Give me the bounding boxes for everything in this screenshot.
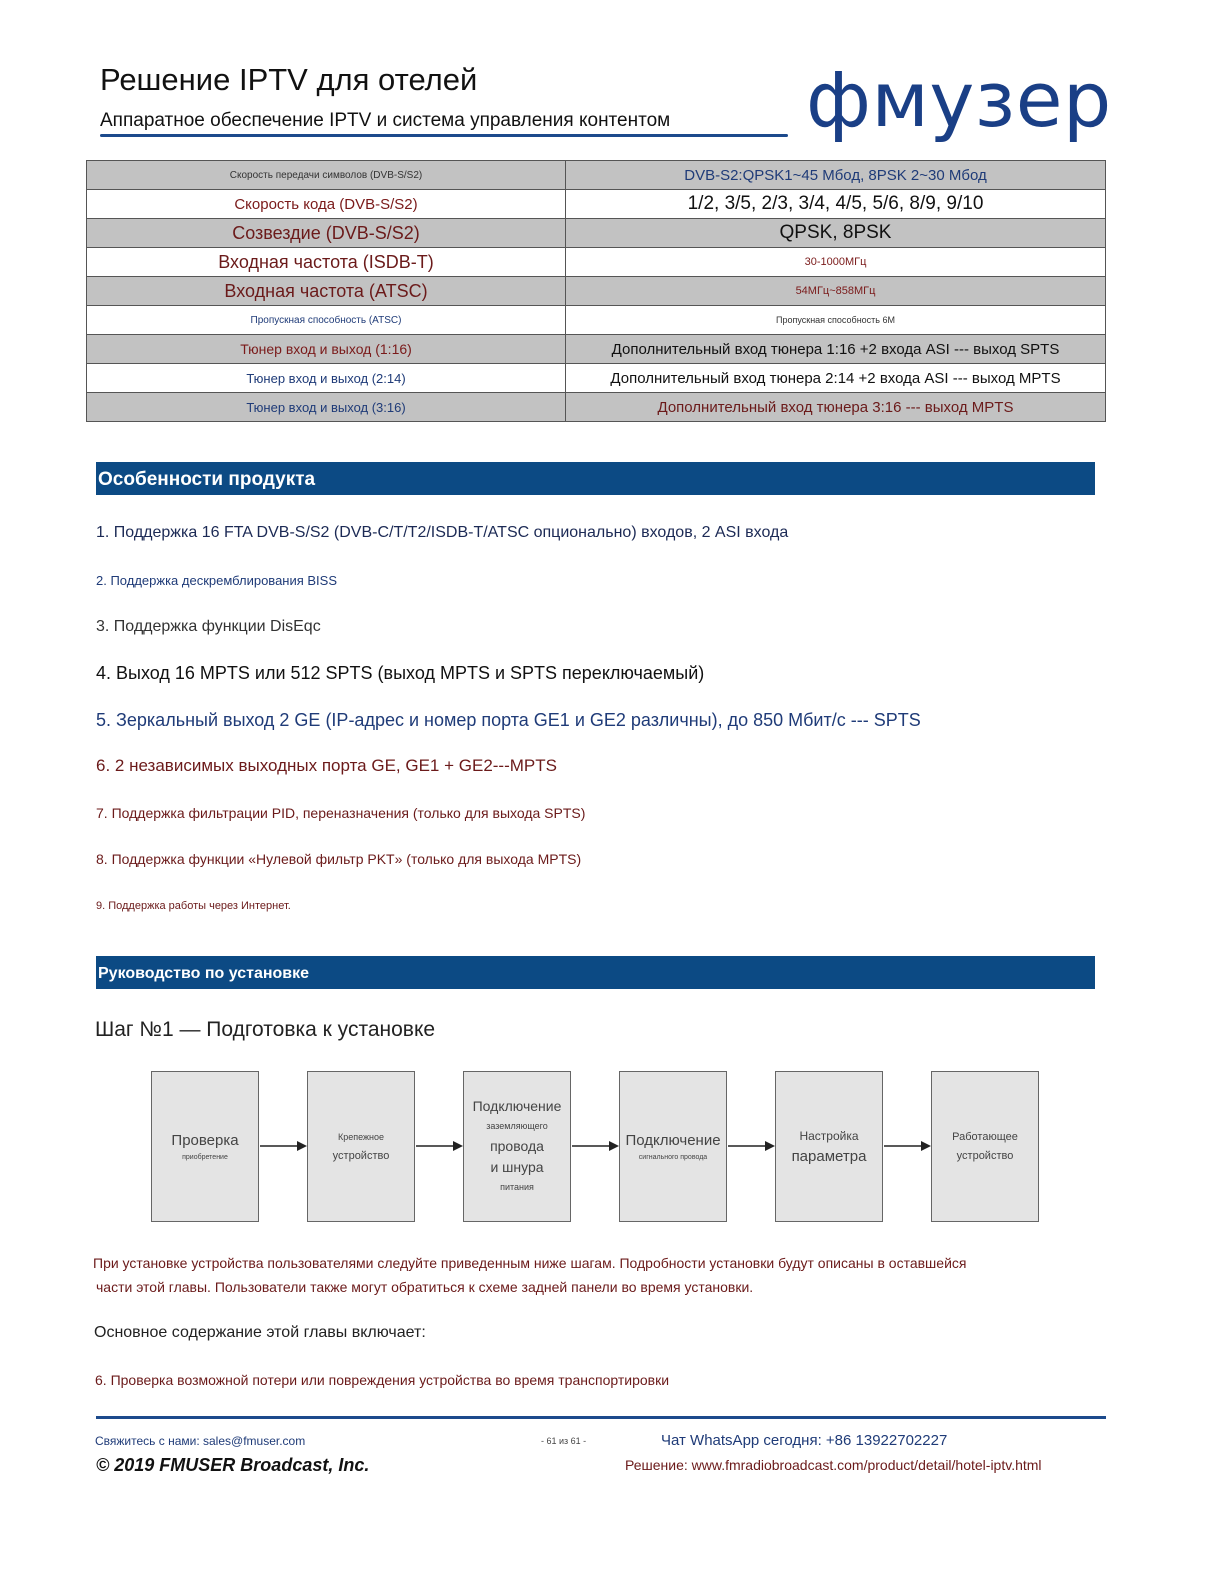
table-cell-value: Дополнительный вход тюнера 1:16 +2 входа ASI --- выход SPTS xyxy=(566,335,1106,364)
table-cell-label: Тюнер вход и выход (3:16) xyxy=(87,393,566,422)
arrow-right-icon xyxy=(415,1138,465,1154)
table-cell-value: Пропускная способность 6М xyxy=(566,306,1106,335)
table-cell-value: Дополнительный вход тюнера 3:16 --- выход MPTS xyxy=(566,393,1106,422)
table-row xyxy=(87,248,1106,277)
flow-step-sublabel: параметра xyxy=(791,1147,867,1165)
flow-step-label: Подключение xyxy=(625,1131,721,1149)
step-title: Шаг №1 — Подготовка к установке xyxy=(95,1018,436,1041)
feature-item: 9. Поддержка работы через Интернет. xyxy=(96,900,291,912)
document-subtitle: Аппаратное обеспечение IPTV и система управления контентом xyxy=(100,110,671,131)
table-row xyxy=(87,306,1106,335)
flow-step-sublabel: приобретение xyxy=(182,1153,228,1161)
section-title: Руководство по установке xyxy=(98,965,310,982)
table-row xyxy=(87,335,1106,364)
table-cell-label: Входная частота (ATSC) xyxy=(87,277,566,306)
flow-step-sublabel: провода xyxy=(490,1138,544,1154)
table-cell-value: 54МГц~858МГц xyxy=(566,277,1106,306)
table-cell-label: Созвездие (DVB-S/S2) xyxy=(87,219,566,248)
feature-item: 5. Зеркальный выход 2 GE (IP-адрес и номер порта GE1 и GE2 различны), до 850 Мбит/с --- SPTS xyxy=(96,710,921,730)
table-row xyxy=(87,364,1106,393)
flow-step-grounding xyxy=(463,1071,571,1222)
section-header-installation xyxy=(96,956,1095,989)
feature-item: 1. Поддержка 16 FTA DVB-S/S2 (DVB-C/T/T2/ISDB-T/ATSC опционально) входов, 2 ASI входа xyxy=(96,524,789,541)
flow-step-sublabel: устройство xyxy=(332,1149,390,1162)
table-cell-label: Тюнер вход и выход (1:16) xyxy=(87,335,566,364)
footer-divider xyxy=(96,1416,1106,1419)
flow-step-label: Настройка xyxy=(799,1128,859,1143)
flow-step-label: Работающее xyxy=(952,1130,1018,1143)
table-cell-value: DVB-S2:QPSK1~45 Мбод, 8PSK 2~30 Мбод xyxy=(566,161,1106,190)
table-cell-label: Пропускная способность (ATSC) xyxy=(87,306,566,335)
table-cell-value: 30-1000МГц xyxy=(566,248,1106,277)
flow-step-mount xyxy=(307,1071,415,1222)
footer-copyright: © 2019 FMUSER Broadcast, Inc. xyxy=(96,1455,370,1475)
feature-item: 4. Выход 16 MPTS или 512 SPTS (выход MPTS и SPTS переключаемый) xyxy=(96,663,705,683)
table-cell-value: QPSK, 8PSK xyxy=(566,219,1106,248)
table-row xyxy=(87,219,1106,248)
contents-item: 6. Проверка возможной потери или повреждения устройства во время транспортировки xyxy=(95,1372,670,1388)
feature-item: 8. Поддержка функции «Нулевой фильтр PKT» (только для выхода MPTS) xyxy=(96,851,582,867)
table-cell-label: Скорость передачи символов (DVB-S/S2) xyxy=(87,161,566,190)
table-row xyxy=(87,190,1106,219)
flow-step-sublabel: сигнального провода xyxy=(638,1153,708,1161)
table-cell-label: Входная частота (ISDB-T) xyxy=(87,248,566,277)
spec-table xyxy=(86,160,1106,422)
feature-item: 3. Поддержка функции DisEqc xyxy=(96,618,321,635)
feature-item: 6. 2 независимых выходных порта GE, GE1 + GE2---MPTS xyxy=(96,756,557,775)
arrow-right-icon xyxy=(727,1138,777,1154)
footer-solution-link[interactable]: Решение: www.fmradiobroadcast.com/product/detail/hotel-iptv.html xyxy=(625,1457,1042,1473)
flow-step-running xyxy=(931,1071,1039,1222)
flow-step-label: Крепежное xyxy=(337,1131,385,1142)
footer-contact: Свяжитесь с нами: sales@fmuser.com xyxy=(95,1434,306,1448)
footer-whatsapp: Чат WhatsApp сегодня: +86 13922702227 xyxy=(661,1432,948,1449)
table-cell-label: Скорость кода (DVB-S/S2) xyxy=(87,190,566,219)
table-cell-label: Тюнер вход и выход (2:14) xyxy=(87,364,566,393)
flow-step-signal xyxy=(619,1071,727,1222)
contents-heading: Основное содержание этой главы включает: xyxy=(94,1324,426,1341)
arrow-right-icon xyxy=(883,1138,933,1154)
table-cell-value: 1/2, 3/5, 2/3, 3/4, 4/5, 5/6, 8/9, 9/10 xyxy=(566,190,1106,219)
brand-logo: фмузер xyxy=(806,55,1112,144)
flow-step-label: Проверка xyxy=(171,1131,239,1149)
feature-item: 2. Поддержка дескремблирования BISS xyxy=(96,573,338,588)
flow-step-sublabel: и шнура xyxy=(490,1159,544,1175)
header-divider xyxy=(100,134,788,137)
section-title: Особенности продукта xyxy=(98,469,316,490)
table-row xyxy=(87,277,1106,306)
section-header-features xyxy=(96,462,1095,495)
table-cell-value: Дополнительный вход тюнера 2:14 +2 входа ASI --- выход MPTS xyxy=(566,364,1106,393)
feature-item: 7. Поддержка фильтрации PID, переназначения (только для выхода SPTS) xyxy=(96,805,586,821)
table-row xyxy=(87,161,1106,190)
install-note-line: При установке устройства пользователями следуйте приведенным ниже шагам. Подробности установки будут описаны в оставшейся xyxy=(93,1255,967,1271)
table-row xyxy=(87,393,1106,422)
arrow-right-icon xyxy=(571,1138,621,1154)
flow-step-sublabel: устройство xyxy=(956,1149,1014,1162)
flow-step-sublabel: питания xyxy=(500,1182,534,1192)
flow-step-sublabel: заземляющего xyxy=(486,1121,548,1131)
flow-step-check xyxy=(151,1071,259,1222)
document-title: Решение IPTV для отелей xyxy=(100,62,478,97)
install-note-line: части этой главы. Пользователи также могут обратиться к схеме задней панели во время установки. xyxy=(96,1279,754,1295)
arrow-right-icon xyxy=(259,1138,309,1154)
flow-step-label: Подключение xyxy=(472,1098,562,1114)
page-number: - 61 из 61 - xyxy=(541,1436,587,1446)
flow-step-params xyxy=(775,1071,883,1222)
